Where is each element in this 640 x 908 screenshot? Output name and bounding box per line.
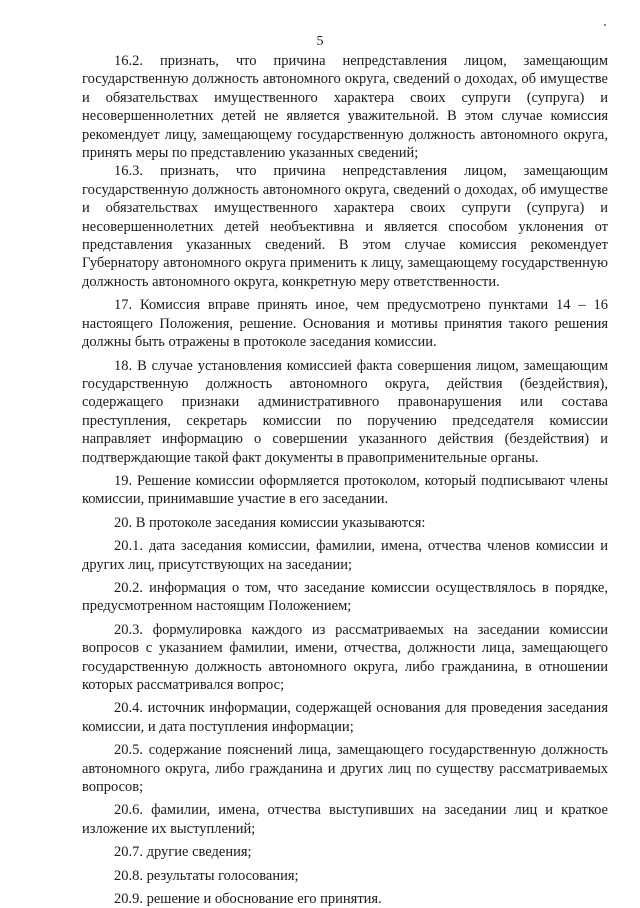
paragraph-18: 18. В случае установления комиссией факта совершения лицом, замещающим государственную должность автономного округа, действия (бездействия), содержащего признаки административного правонарушения или состава преступления, секретарь комиссии по поручению председателя комиссии направляет информацию о совершении указанного действия (бездействия) и подтверждающие такой факт документы в правоприменительные органы. <box>82 357 608 466</box>
paragraph-16-3: 16.3. признать, что причина непредставления лицом, замещающим государственную должность автономного округа, сведений о доходах, об имуществе и обязательствах имущественного характера своих супруги (супруга) и несовершеннолетних детей необъективна и является способом уклонения от представления указанных сведений. В этом случае комиссия рекомендует Губернатору автономного округа применить к лицу, замещающему государственную должность автономного округа, конкретную меру ответственности. <box>82 163 608 290</box>
paragraph-20-7: 20.7. другие сведения; <box>114 844 252 861</box>
paragraph-20: 20. В протоколе заседания комиссии указываются: <box>114 514 426 531</box>
page-number: 5 <box>316 34 324 49</box>
paragraph-20-2: 20.2. информация о том, что заседание комиссии осуществлялось в порядке, предусмотренном настоящим Положением; <box>82 579 608 615</box>
paragraph-20-6: 20.6. фамилии, имена, отчества выступивших на заседании лиц и краткое изложение их выступлений; <box>82 802 608 837</box>
paragraph-19: 19. Решение комиссии оформляется протоколом, который подписывают члены комиссии, принимавшие участие в его заседании. <box>82 472 608 508</box>
paragraph-20-8: 20.8. результаты голосования; <box>114 867 299 884</box>
paragraph-16-2: 16.2. признать, что причина непредставления лицом, замещающим государственную должность автономного округа, сведений о доходах, об имуществе и обязательствах имущественного характера своих супруги (супруга) и несовершеннолетних детей не является уважительной. В этом случае комиссия рекомендует лицу, замещающему государственную должность автономного округа, принять меры по представлению указанных сведений; <box>82 53 608 162</box>
paragraph-20-9: 20.9. решение и обоснование его принятия. <box>114 891 382 908</box>
paragraph-17: 17. Комиссия вправе принять иное, чем предусмотрено пунктами 14 – 16 настоящего Положения, решение. Основания и мотивы принятия такого решения должны быть отражены в протоколе заседания комиссии. <box>82 297 608 351</box>
paragraph-20-1: 20.1. дата заседания комиссии, фамилии, имена, отчества членов комиссии и других лиц, присутствующих на заседании; <box>82 538 608 573</box>
paragraph-20-3: 20.3. формулировка каждого из рассматриваемых на заседании комиссии вопросов с указанием фамилии, имени, отчества, должности лица, замещающего государственную должность автономного округа, либо гражданина, в отношении которых рассматривался вопрос; <box>82 621 608 693</box>
document-body <box>82 52 608 908</box>
paragraph-20-5: 20.5. содержание пояснений лица, замещающего государственную должность автономного округа, либо гражданина и других лиц по существу рассматриваемых вопросов; <box>82 742 608 796</box>
scan-speck <box>604 24 606 26</box>
paragraph-20-4: 20.4. источник информации, содержащей основания для проведения заседания комиссии, и дата поступления информации; <box>82 700 608 735</box>
